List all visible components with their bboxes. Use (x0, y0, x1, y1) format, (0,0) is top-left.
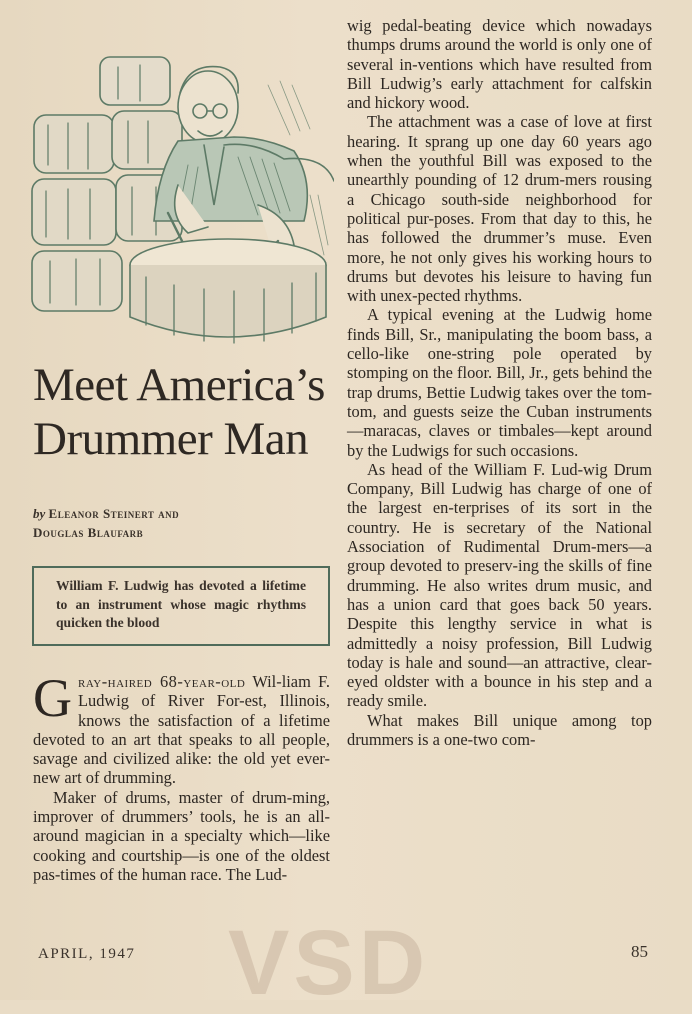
blurb-text: William F. Ludwig has devoted a lifetime to an instrument whose magic rhythms quicken the blood (56, 578, 306, 630)
article-title (33, 358, 333, 466)
paragraph: Maker of drums, master of drum-ming, improver of drummers’ tools, he is an all-around magician in a specialty which—like cooking and courtship—is one of the oldest pas-times of the human race. The Lud- (33, 787, 330, 884)
title-line-2: Drummer Man (33, 413, 309, 465)
drop-cap: G (33, 668, 72, 728)
drummer-illustration (28, 45, 334, 345)
footer-date: APRIL, 1947 (38, 946, 136, 962)
byline-by: by (33, 506, 46, 521)
paragraph-text: Wil-liam F. Ludwig of River For-est, Illinois, knows the satisfaction of a lifetime devoted to an art that speaks to all people, savage and civilized alike: the old yet ever-new art of drumming. (33, 672, 330, 788)
byline-authors-2: Douglas Blaufarb (33, 525, 144, 540)
paragraph-lead (33, 668, 330, 788)
paragraph: What makes Bill unique among top drummers is a one-two com- (347, 710, 652, 749)
column-left (33, 668, 330, 884)
paragraph: The attachment was a case of love at first hearing. It sprang up one day 60 years ago when the youthful Bill was exposed to the unearthly pounding of 12 drum-mers rousing a Chicago south-side neighborhood for political pur-poses. From that day to this, he has followed the drummer’s muse. Even more, he not only gives his working hours to drums but devotes his leisure to having fun with unex-pected rhythms. (347, 112, 652, 306)
lead-smallcaps: ray-haired 68-year-old (78, 672, 246, 691)
paragraph: wig pedal-beating device which nowadays thumps drums around the world is only one of several in-ventions which have resulted from Bill Ludwig’s early attachment for calfskin and hickory wood. (347, 16, 652, 113)
title-line-1: Meet America’s (33, 359, 325, 411)
byline-authors-1: Eleanor Steinert and (48, 506, 180, 521)
watermark: VSD (228, 912, 430, 1014)
paragraph: A typical evening at the Ludwig home finds Bill, Sr., manipulating the boom bass, a cello-like one-string pole operated by stomping on the floor. Bill, Jr., gets behind the trap drums, Bettie Ludwig takes over the tom-tom, and guests seize the Cuban instruments—maracas, claves or timbales—kept around by the Ludwigs for such occasions. (347, 305, 652, 460)
column-right (347, 16, 652, 749)
page-number: 85 (631, 942, 648, 961)
paragraph: As head of the William F. Lud-wig Drum Company, Bill Ludwig has charge of one of the largest en-terprises of its sort in the country. He is secretary of the National Association of Rudimental Drum-mers—a group devoted to preserv-ing the skills of fine drumming. He also writes drum music, and has a union card that goes back 50 years. Despite this lengthy service in what is admittedly a noisy profession, Bill Ludwig today is hale and sound—an attractive, clear-eyed oldster with a bounce in his step and a ready smile. (347, 459, 652, 711)
byline (33, 504, 333, 542)
blurb-box (32, 566, 330, 646)
